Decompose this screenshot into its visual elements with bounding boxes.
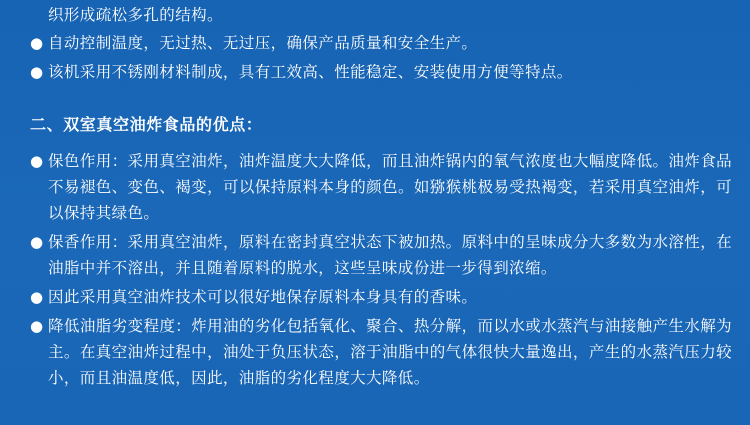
- heading-spacer: [22, 138, 732, 148]
- document-body: [22, 0, 732, 391]
- list-item: [22, 284, 732, 310]
- list-item: [22, 59, 732, 85]
- bullet-dot-icon: ●: [30, 233, 44, 251]
- list-item-text: 因此采用真空油炸技术可以很好地保存原料本身具有的香味。: [48, 288, 478, 306]
- list-item-text: 该机采用不锈刚材料制成，具有工效高、性能稳定、安装使用方便等特点。: [48, 63, 573, 81]
- list-item-text: 自动控制温度，无过热、无过压，确保产品质量和安全生产。: [48, 34, 478, 52]
- list-item: [22, 148, 732, 226]
- bullet-dot-icon: ●: [30, 63, 44, 81]
- list-item: [22, 229, 732, 281]
- bullet-dot-icon: ●: [30, 317, 44, 335]
- list-item-text: 保色作用：采用真空油炸，油炸温度大大降低，而且油炸锅内的氧气浓度也大幅度降低。油炸食品不易褪色、变色、褐变，可以保持原料本身的颜色。如猕猴桃极易受热褐变，若采用真空油炸，可以保持其绿色。: [48, 152, 732, 222]
- list-item-text: 降低油脂劣变程度：炸用油的劣化包括氧化、聚合、热分解，而以水或水蒸汽与油接触产生水解为主。在真空油炸过程中，油处于负压状态，溶于油脂中的气体很快大量逸出，产生的水蒸汽压力较小，而且油温度低，因此，油脂的劣化程度大大降低。: [48, 317, 732, 387]
- bullet-dot-icon: ●: [30, 288, 44, 306]
- list-item: [22, 313, 732, 391]
- section-spacer: [22, 88, 732, 112]
- paragraph-continuation: 织形成疏松多孔的结构。: [48, 6, 223, 24]
- bullet-dot-icon: ●: [30, 34, 44, 52]
- list-item-text: 保香作用：采用真空油炸，原料在密封真空状态下被加热。原料中的呈味成分大多数为水溶性，在油脂中并不溶出，并且随着原料的脱水，这些呈味成份进一步得到浓缩。: [48, 233, 732, 277]
- bullet-dot-icon: ●: [30, 152, 44, 170]
- section-heading: 二、双室真空油炸食品的优点：: [30, 115, 263, 134]
- list-item: [22, 30, 732, 56]
